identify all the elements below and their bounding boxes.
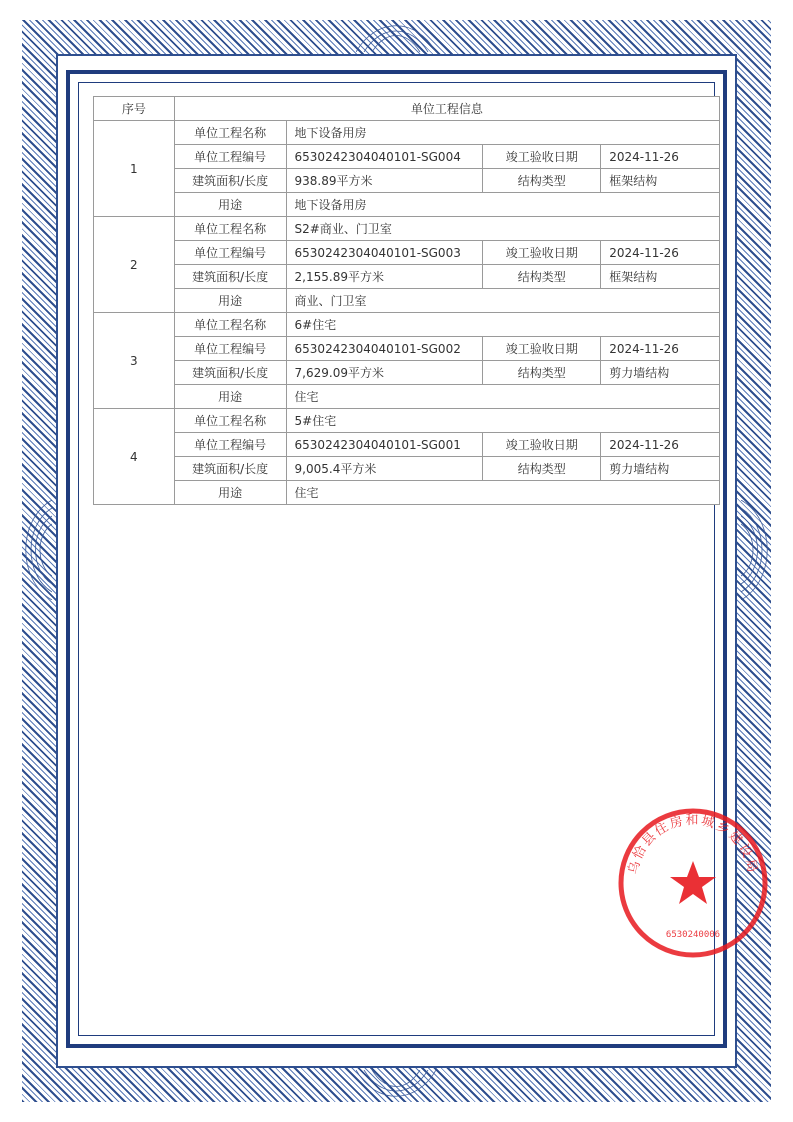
value-usage: 商业、门卫室 [286, 289, 719, 313]
label-usage: 用途 [174, 289, 286, 313]
table-row [94, 169, 720, 193]
seal-text: 乌恰县住房和城乡建设局 [626, 813, 760, 876]
border-ornament-left [12, 500, 52, 600]
label-date: 竣工验收日期 [483, 145, 601, 169]
star-icon [670, 861, 716, 904]
label-usage: 用途 [174, 481, 286, 505]
label-code: 单位工程编号 [174, 241, 286, 265]
header-unit-info: 单位工程信息 [174, 97, 719, 121]
row-index: 4 [94, 409, 175, 505]
table-header-row [94, 97, 720, 121]
border-ornament-top [356, 12, 436, 52]
value-structure: 框架结构 [601, 265, 720, 289]
value-structure: 剪力墙结构 [601, 457, 720, 481]
value-code: 6530242304040101-SG001 [286, 433, 483, 457]
value-date: 2024-11-26 [601, 241, 720, 265]
header-index: 序号 [94, 97, 175, 121]
value-area: 9,005.4平方米 [286, 457, 483, 481]
label-area: 建筑面积/长度 [174, 361, 286, 385]
table-row [94, 433, 720, 457]
label-code: 单位工程编号 [174, 145, 286, 169]
label-name: 单位工程名称 [174, 313, 286, 337]
value-code: 6530242304040101-SG003 [286, 241, 483, 265]
seal-code: 6530240006 [665, 930, 721, 940]
table-row [94, 289, 720, 313]
value-usage: 地下设备用房 [286, 193, 719, 217]
table-row [94, 337, 720, 361]
value-code: 6530242304040101-SG002 [286, 337, 483, 361]
label-structure: 结构类型 [483, 169, 601, 193]
row-index: 1 [94, 121, 175, 217]
label-date: 竣工验收日期 [483, 241, 601, 265]
value-date: 2024-11-26 [601, 145, 720, 169]
value-name: S2#商业、门卫室 [286, 217, 719, 241]
row-index: 3 [94, 313, 175, 409]
table-row [94, 265, 720, 289]
border-ornament-bottom [356, 1070, 436, 1110]
label-name: 单位工程名称 [174, 121, 286, 145]
value-area: 7,629.09平方米 [286, 361, 483, 385]
table-row [94, 385, 720, 409]
value-name: 地下设备用房 [286, 121, 719, 145]
border-ornament-right [741, 500, 781, 600]
row-index: 2 [94, 217, 175, 313]
label-usage: 用途 [174, 193, 286, 217]
table-row [94, 361, 720, 385]
value-date: 2024-11-26 [601, 433, 720, 457]
label-name: 单位工程名称 [174, 217, 286, 241]
table-row [94, 313, 720, 337]
value-structure: 框架结构 [601, 169, 720, 193]
label-structure: 结构类型 [483, 361, 601, 385]
label-date: 竣工验收日期 [483, 337, 601, 361]
value-name: 5#住宅 [286, 409, 719, 433]
table-row [94, 121, 720, 145]
table-row [94, 481, 720, 505]
label-code: 单位工程编号 [174, 433, 286, 457]
label-area: 建筑面积/长度 [174, 169, 286, 193]
table-row [94, 145, 720, 169]
label-date: 竣工验收日期 [483, 433, 601, 457]
table-row [94, 457, 720, 481]
official-seal [615, 805, 771, 961]
label-name: 单位工程名称 [174, 409, 286, 433]
value-date: 2024-11-26 [601, 337, 720, 361]
label-code: 单位工程编号 [174, 337, 286, 361]
label-usage: 用途 [174, 385, 286, 409]
table-row [94, 409, 720, 433]
unit-project-table [93, 96, 720, 505]
value-code: 6530242304040101-SG004 [286, 145, 483, 169]
label-structure: 结构类型 [483, 265, 601, 289]
label-structure: 结构类型 [483, 457, 601, 481]
value-area: 2,155.89平方米 [286, 265, 483, 289]
table-row [94, 241, 720, 265]
table-row [94, 193, 720, 217]
label-area: 建筑面积/长度 [174, 457, 286, 481]
table-row [94, 217, 720, 241]
label-area: 建筑面积/长度 [174, 265, 286, 289]
value-usage: 住宅 [286, 481, 719, 505]
value-name: 6#住宅 [286, 313, 719, 337]
value-structure: 剪力墙结构 [601, 361, 720, 385]
value-usage: 住宅 [286, 385, 719, 409]
value-area: 938.89平方米 [286, 169, 483, 193]
